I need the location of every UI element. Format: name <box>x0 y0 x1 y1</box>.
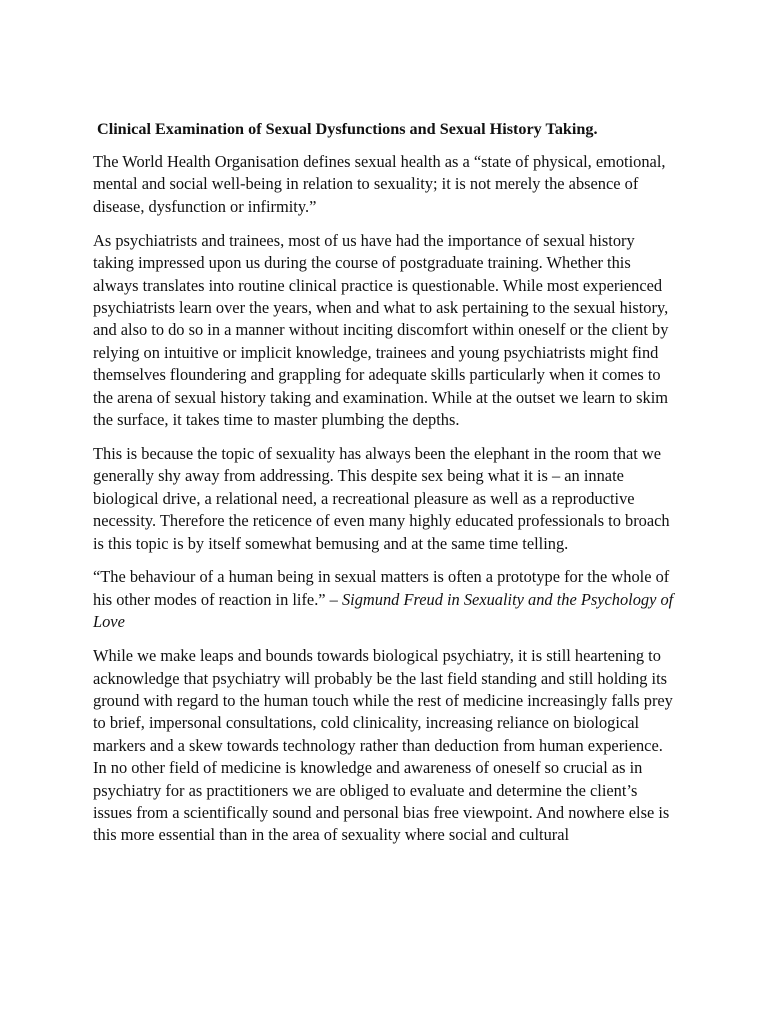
paragraph-biological-psychiatry: While we make leaps and bounds towards biological psychiatry, it is still heartening to acknowledge that psychiatry will probably be the last field standing and still holding its ground with regard to the human touch while the rest of medicine increasingly falls prey to brief, impersonal consultations, cold clinicality, increasing reliance on biological markers and a skew towards technology rather than deduction from human experience. In no other field of medicine is knowledge and awareness of oneself so crucial as in psychiatry for as practitioners we are obliged to evaluate and determine the client’s issues from a scientifically sound and personal bias free viewpoint. And nowhere else is this more essential than in the area of sexuality where social and cultural <box>93 646 673 845</box>
quote-attribution: Sigmund Freud in Sexuality and the Psychology of Love <box>93 589 674 632</box>
document-body <box>93 118 679 858</box>
paragraph-elephant-in-room: This is because the topic of sexuality has always been the elephant in the room that we generally shy away from addressing. This despite sex being what it is – an innate biological drive, a relational need, a recreational pleasure as well as a reproductive necessity. Therefore the reticence of even many highly educated professionals to broach is this topic is by itself somewhat bemusing and at the same time telling. <box>93 443 670 553</box>
freud-quote <box>93 566 679 633</box>
document-title: Clinical Examination of Sexual Dysfunctions and Sexual History Taking. <box>97 120 598 138</box>
paragraph-history-taking: As psychiatrists and trainees, most of us have had the importance of sexual history taking impressed upon us during the course of postgraduate training. Whether this always translates into routine clinical practice is questionable. While most experienced psychiatrists learn over the years, when and what to ask pertaining to the sexual history, and also to do so in a manner without inciting discomfort within oneself or the client by relying on intuitive or implicit knowledge, trainees and young psychiatrists might find themselves floundering and grappling for adequate skills particularly when it comes to the arena of sexual history taking and examination. While at the outset we learn to skim the surface, it takes time to master plumbing the depths. <box>93 230 669 429</box>
paragraph-who-definition: The World Health Organisation defines sexual health as a “state of physical, emotional, mental and social well-being in relation to sexuality; it is not merely the absence of disease, dysfunction or infirmity.” <box>93 152 666 216</box>
quote-text: “The behaviour of a human being in sexual matters is often a prototype for the whole of his other modes of reaction in life.” – <box>93 567 670 609</box>
